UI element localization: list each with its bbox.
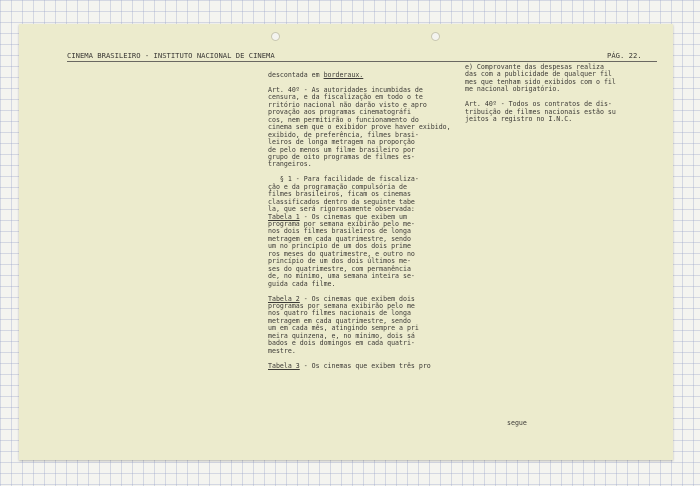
left-line: censura, e da fiscalização em todo o te xyxy=(268,93,423,102)
left-line: la, que será rigorosamente observada: xyxy=(268,205,415,214)
left-line: um no princípio de um dos dois prime xyxy=(268,242,411,251)
document-page xyxy=(19,24,673,460)
left-line: descontada em borderaux. xyxy=(268,71,364,79)
left-line: mestre. xyxy=(268,346,296,355)
left-line: nos dois filmes brasileiros de longa xyxy=(268,227,411,236)
table-heading: Tabela 3 xyxy=(268,361,300,370)
left-line: de pelo menos um filme brasileiro por xyxy=(268,145,415,154)
left-line: filmes brasileiros, ficam os cinemas xyxy=(268,190,411,199)
left-line: leiros de longa metragem na proporção xyxy=(268,138,415,147)
punch-hole-right xyxy=(431,32,440,41)
left-line: cos, nem permitirão o funcionamento do xyxy=(268,115,419,124)
left-line: classificados dentro da seguinte tabe xyxy=(268,197,415,206)
left-line: guida cada filme. xyxy=(268,279,336,288)
left-line: programa por semana exibirão pelo me- xyxy=(268,220,415,228)
left-line: nos quatro filmes nacionais de longa xyxy=(268,309,411,318)
left-line: provação aos programas cinematográfi xyxy=(268,108,411,117)
left-line: exibido, de preferência, filmes brasi- xyxy=(268,130,419,139)
left-line: § 1 - Para facilidade de fiscaliza- xyxy=(268,175,419,184)
left-line: Tabela 3 - Os cinemas que exibem três pro xyxy=(268,361,431,370)
continuation-note: segue xyxy=(507,419,527,427)
punch-hole-left xyxy=(271,32,280,41)
left-line: rritório nacional não darão visto e apro xyxy=(268,100,427,109)
right-line: me nacional obrigatório. xyxy=(465,85,561,94)
right-line: mes que tenham sido exibidos com o fil xyxy=(465,77,616,86)
left-line: ros meses do quatrimestre, e outro no xyxy=(268,249,415,258)
left-line: Art. 40º - As autoridades incumbidas de xyxy=(268,85,423,94)
header-title: CINEMA BRASILEIRO - INSTITUTO NACIONAL DE CINEMA xyxy=(67,51,275,60)
page-number: PÁG. 22. xyxy=(607,51,642,60)
left-line: ses do quatrimestre, com permanência xyxy=(268,264,411,273)
right-line: jeitos a registro no I.N.C. xyxy=(465,115,573,124)
left-line: Tabela 2 - Os cinemas que exibem dois xyxy=(268,294,415,303)
underlined-term: borderaux. xyxy=(323,71,364,79)
right-line: das com a publicidade de qualquer fil xyxy=(465,70,612,79)
table-heading: Tabela 1 xyxy=(268,212,300,221)
left-line: Tabela 1 - Os cinemas que exibem um xyxy=(268,212,407,221)
left-line: metragem em cada quatrimestre, sendo xyxy=(268,316,411,325)
left-line: ção e da programação compulsória de xyxy=(268,182,407,191)
left-line: grupo de oito programas de filmes es- xyxy=(268,152,415,161)
left-line: programas por semana exibirão pelo me xyxy=(268,301,415,310)
left-line: de, no mínimo, uma semana inteira se- xyxy=(268,272,415,281)
left-line: princípio de um dos dois últimos me- xyxy=(268,257,411,266)
left-line: bados e dois domingos em cada quatri- xyxy=(268,339,415,348)
header-rule xyxy=(67,61,657,62)
left-line: cinema sem que o exibidor prove haver exibido, xyxy=(268,123,451,132)
left-line: um em cada mês, atingindo sempre a pri xyxy=(268,324,419,333)
left-line: trangeiros. xyxy=(268,160,312,169)
table-heading: Tabela 2 xyxy=(268,294,300,303)
left-line: meira quinzena, e, no mínimo, dois sá xyxy=(268,331,415,340)
left-line: metragem em cada quatrimestre, sendo xyxy=(268,234,411,243)
right-line: tribuição de filmes nacionais estão su xyxy=(465,107,616,116)
right-line: e) Comprovante das despesas realiza xyxy=(465,63,604,71)
right-line: Art. 40º - Todos os contratos de dis- xyxy=(465,100,612,109)
